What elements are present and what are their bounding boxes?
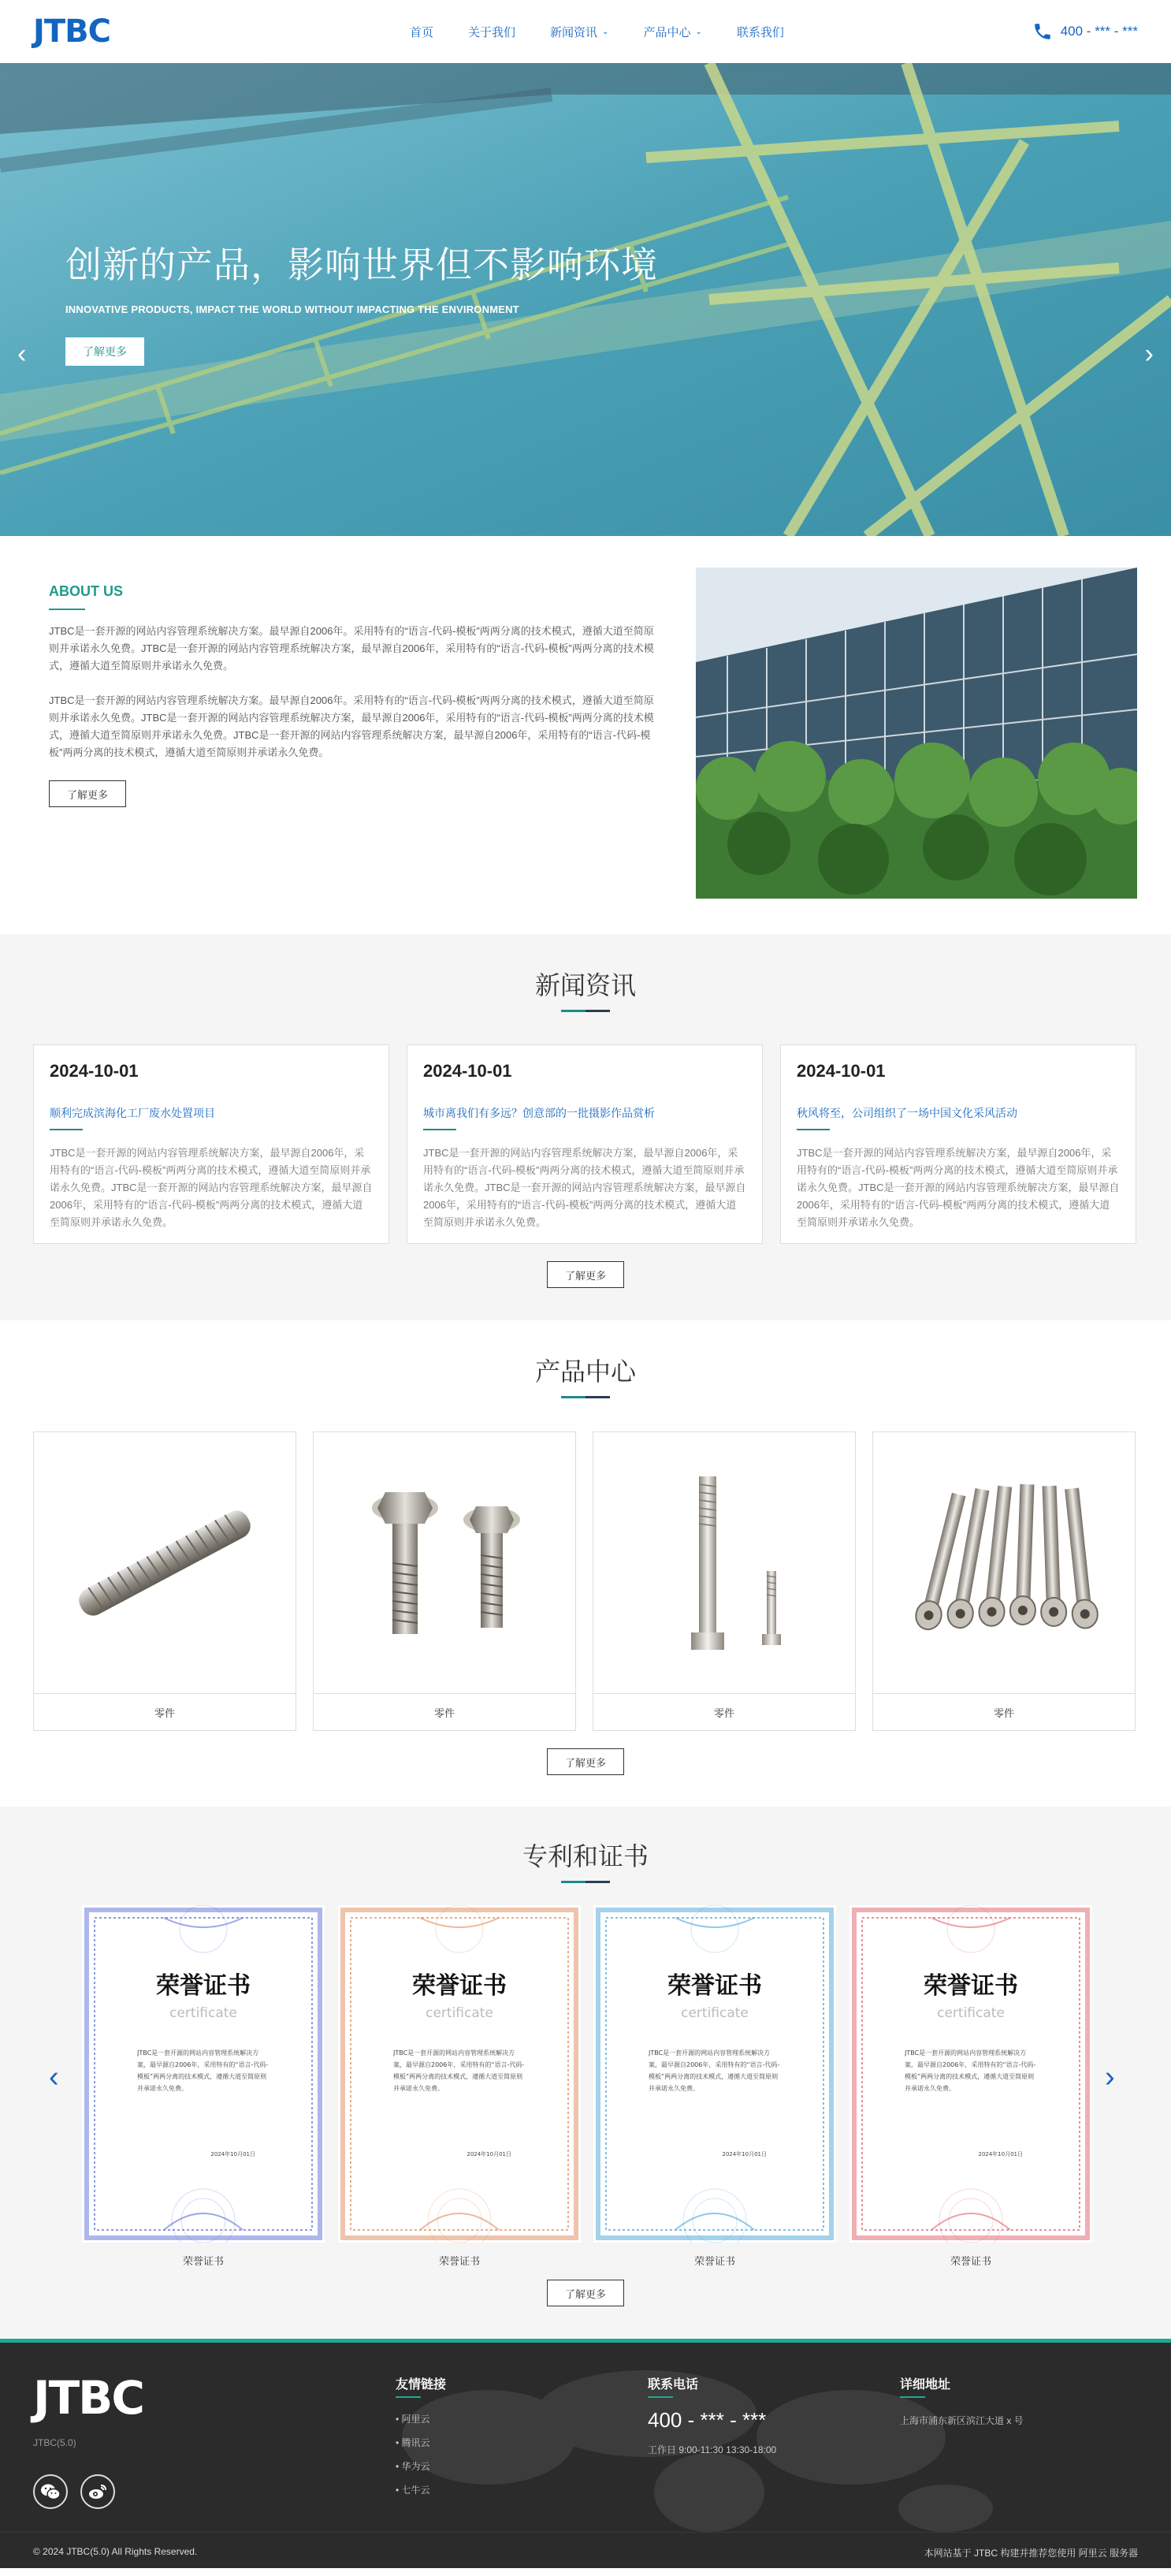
certificate-subtitle: certificate [681,2005,749,2021]
certificate-card[interactable] [849,1905,1092,2243]
footer-address-underline [900,2396,925,2398]
product-card[interactable] [593,1431,856,1731]
main-nav [410,0,819,63]
certificate-heading: 荣誉证书 [156,1972,251,2000]
certificate-subtitle: certificate [937,2005,1005,2021]
certificate-label: 荣誉证书 [182,2255,224,2267]
nav-label: 新闻资讯 [550,25,598,39]
certificate-subtitle: certificate [426,2005,493,2021]
news-date: 2024-10-01 [797,1061,886,1081]
product-label: 零件 [993,1707,1014,1719]
news-more-button[interactable]: 了解更多 [547,1261,624,1288]
certificate-subtitle: certificate [169,2005,237,2021]
nav-about[interactable] [468,24,515,40]
footer-hours: 工作日 9:00-11:30 13:30-18:00 [648,2444,777,2455]
about-title: ABOUT US [49,583,123,599]
footer-divider [0,2532,1171,2533]
footer-link-label: 阿里云 [401,2414,430,2425]
footer-phone: 400 - *** - *** [648,2408,767,2432]
about-paragraph-1: JTBC是一套开源的网站内容管理系统解决方案。最早源自2006年。采用特有的“语言-代码-模板”两两分离的技术模式，遵循大道至简原则并承诺永久免费。JTBC是一套开源的网站内容管理系统解决方案，最早源自2006年，采用特有的“语言-代码-模板”两两分离的技术模式，遵循大道至简原则并承诺永久免费。 [49,625,654,672]
certificates-title-underline [561,1881,610,1883]
certificate-date: 2024年10月01日 [210,2151,255,2157]
product-card[interactable] [33,1431,296,1731]
nav-contact[interactable] [737,24,784,40]
news-card[interactable] [33,1044,389,1244]
certificate-image [338,1905,581,2243]
about-paragraph-2: JTBC是一套开源的网站内容管理系统解决方案。最早源自2006年。采用特有的“语言-代码-模板”两两分离的技术模式，遵循大道至简原则并承诺永久免费。JTBC是一套开源的网站内容管理系统解决方案，最早源自2006年，采用特有的“语言-代码-模板”两两分离的技术模式，遵循大道至简原则并承诺永久免费。JTBC是一套开源的网站内容管理系统解决方案，最早源自2006年，采用特有的“语言-代码-模板”两两分离的技术模式，遵循大道至简原则并承诺永久免费。 [49,694,654,758]
news-headline-link[interactable]: 城市离我们有多远？创意部的一批摄影作品赏析 [423,1107,655,1119]
certificate-body: JTBC是一套开源的网站内容管理系统解决方案，最早源自2006年，采用特有的“语言-代码-模板”两两分离的技术模式，遵循大道至简原则并承诺永久免费。 [649,2049,780,2092]
nav-label: 产品中心 [643,25,691,39]
footer-link[interactable]: • 七牛云 [396,2485,430,2496]
footer-address: 上海市浦东新区滨江大道 x 号 [900,2415,1024,2426]
products-section [0,1320,1171,1807]
hero-banner [0,63,1171,536]
world-map-background [0,2343,1171,2568]
certificate-image [593,1905,836,2243]
hero-title: 创新的产品，影响世界但不影响环境 [65,244,658,285]
certificate-label: 荣誉证书 [950,2255,991,2267]
news-date: 2024-10-01 [423,1061,512,1081]
about-building-image [696,568,1137,899]
product-image-threaded-rod [34,1432,296,1694]
certificate-image [849,1905,1092,2243]
certificate-card[interactable] [338,1905,581,2243]
news-excerpt: JTBC是一套开源的网站内容管理系统解决方案，最早源自2006年，采用特有的“语言-代码-模板”两两分离的技术模式，遵循大道至简原则并承诺永久免费。JTBC是一套开源的网站内容管理系统解决方案，最早源自2006年，采用特有的“语言-代码-模板”两两分离的技术模式，遵循大道至简原则并承诺永久免费。 [797,1147,1120,1228]
certificate-label: 荣誉证书 [693,2255,735,2267]
certificates-section-title: 专利和证书 [522,1842,649,1871]
footer-links-underline [396,2396,421,2398]
certificate-card[interactable] [593,1905,836,2243]
news-title-underline [561,1010,610,1012]
certificate-date: 2024年10月01日 [722,2151,767,2157]
nav-label: 首页 [410,25,434,39]
footer-copyright: © 2024 JTBC(5.0) All Rights Reserved. [33,2546,198,2557]
hero-background-image [0,63,1171,536]
certificates-next-arrow-icon[interactable]: › [1105,2060,1115,2094]
footer-address-title: 详细地址 [900,2378,951,2392]
footer-link[interactable]: • 华为云 [396,2461,430,2472]
certificate-heading: 荣誉证书 [412,1972,507,2000]
chevron-down-icon: ⌄ [695,27,702,36]
footer-link-label: 腾讯云 [401,2437,430,2448]
news-headline-underline [50,1129,83,1130]
products-title-underline [561,1396,610,1398]
product-label: 零件 [433,1707,455,1719]
news-card[interactable] [780,1044,1136,1244]
certificate-image [82,1905,325,2243]
certificate-body: JTBC是一套开源的网站内容管理系统解决方案，最早源自2006年，采用特有的“语言-代码-模板”两两分离的技术模式，遵循大道至简原则并承诺永久免费。 [137,2049,269,2092]
site-header [0,0,1171,63]
product-label: 零件 [154,1707,175,1719]
footer-link-label: 华为云 [401,2461,430,2472]
certificates-section [0,1807,1171,2339]
footer-logo[interactable]: JTBC [33,2371,143,2425]
product-image-hex-bolts [593,1432,855,1694]
certificates-more-button[interactable]: 了解更多 [547,2280,624,2306]
footer-version: JTBC(5.0) [33,2437,76,2448]
about-title-underline [49,609,85,610]
about-section [0,536,1171,934]
nav-label: 联系我们 [736,25,784,39]
hero-subtitle: INNOVATIVE PRODUCTS, IMPACT THE WORLD WITHOUT IMPACTING THE ENVIRONMENT [65,303,519,315]
news-excerpt: JTBC是一套开源的网站内容管理系统解决方案，最早源自2006年，采用特有的“语言-代码-模板”两两分离的技术模式，遵循大道至简原则并承诺永久免费。JTBC是一套开源的网站内容管理系统解决方案，最早源自2006年，采用特有的“语言-代码-模板”两两分离的技术模式，遵循大道至简原则并承诺永久免费。 [423,1147,746,1228]
certificate-body: JTBC是一套开源的网站内容管理系统解决方案，最早源自2006年，采用特有的“语言-代码-模板”两两分离的技术模式，遵循大道至简原则并承诺永久免费。 [905,2049,1036,2092]
news-headline-link[interactable]: 顺利完成滨海化工厂废水处置项目 [50,1107,215,1119]
footer-contact-underline [648,2396,673,2398]
certificate-date: 2024年10月01日 [467,2151,511,2157]
footer-links-title: 友情链接 [396,2378,447,2392]
footer-link-label: 七牛云 [401,2485,430,2496]
footer-contact-title: 联系电话 [648,2378,699,2392]
footer-link[interactable]: • 腾讯云 [396,2437,430,2448]
weibo-icon[interactable] [80,2474,115,2509]
products-more-button[interactable]: 了解更多 [547,1748,624,1775]
hero-prev-arrow-icon[interactable]: ‹ [17,339,27,369]
footer-powered-by: 本网站基于 JTBC 构建并推荐您使用 阿里云 服务器 [924,2548,1138,2559]
nav-news[interactable] [550,24,608,40]
certificate-date: 2024年10月01日 [978,2151,1023,2157]
header-phone [1032,0,1138,63]
news-headline-link[interactable]: 秋风将至，公司组织了一场中国文化采风活动 [797,1107,1017,1119]
certificate-label: 荣誉证书 [438,2255,480,2267]
nav-label: 关于我们 [468,25,516,39]
hero-learn-more-button[interactable]: 了解更多 [65,337,144,366]
nav-home[interactable] [410,24,433,40]
hero-next-arrow-icon[interactable]: › [1144,339,1154,369]
products-section-title: 产品中心 [534,1357,636,1386]
certificate-body: JTBC是一套开源的网站内容管理系统解决方案，最早源自2006年，采用特有的“语言-代码-模板”两两分离的技术模式，遵循大道至简原则并承诺永久免费。 [393,2049,525,2092]
phone-icon [1032,21,1053,42]
certificates-prev-arrow-icon[interactable]: ‹ [49,2060,59,2094]
chevron-down-icon: ⌄ [602,27,609,36]
news-section [0,934,1171,1320]
product-card[interactable] [313,1431,576,1731]
site-footer [0,2339,1171,2568]
product-image-flange-bolts [314,1432,575,1694]
news-headline-underline [797,1129,830,1130]
product-image-socket-screws [873,1432,1135,1694]
news-date: 2024-10-01 [50,1061,139,1081]
site-logo[interactable]: JTBC [33,13,111,50]
wechat-icon[interactable] [33,2474,68,2509]
footer-link[interactable]: • 阿里云 [396,2414,430,2425]
header-phone-number: 400 - *** - *** [1060,24,1138,39]
about-learn-more-button[interactable]: 了解更多 [49,780,126,807]
product-card[interactable] [872,1431,1136,1731]
certificate-card[interactable] [82,1905,325,2243]
news-section-title: 新闻资讯 [534,971,636,1000]
news-excerpt: JTBC是一套开源的网站内容管理系统解决方案，最早源自2006年，采用特有的“语言-代码-模板”两两分离的技术模式，遵循大道至简原则并承诺永久免费。JTBC是一套开源的网站内容管理系统解决方案，最早源自2006年，采用特有的“语言-代码-模板”两两分离的技术模式，遵循大道至简原则并承诺永久免费。 [50,1147,373,1228]
product-label: 零件 [713,1707,734,1719]
certificate-heading: 荣誉证书 [924,1972,1018,2000]
news-card[interactable] [407,1044,763,1244]
news-headline-underline [423,1129,456,1130]
certificate-heading: 荣誉证书 [667,1972,762,2000]
nav-products[interactable] [643,24,701,40]
